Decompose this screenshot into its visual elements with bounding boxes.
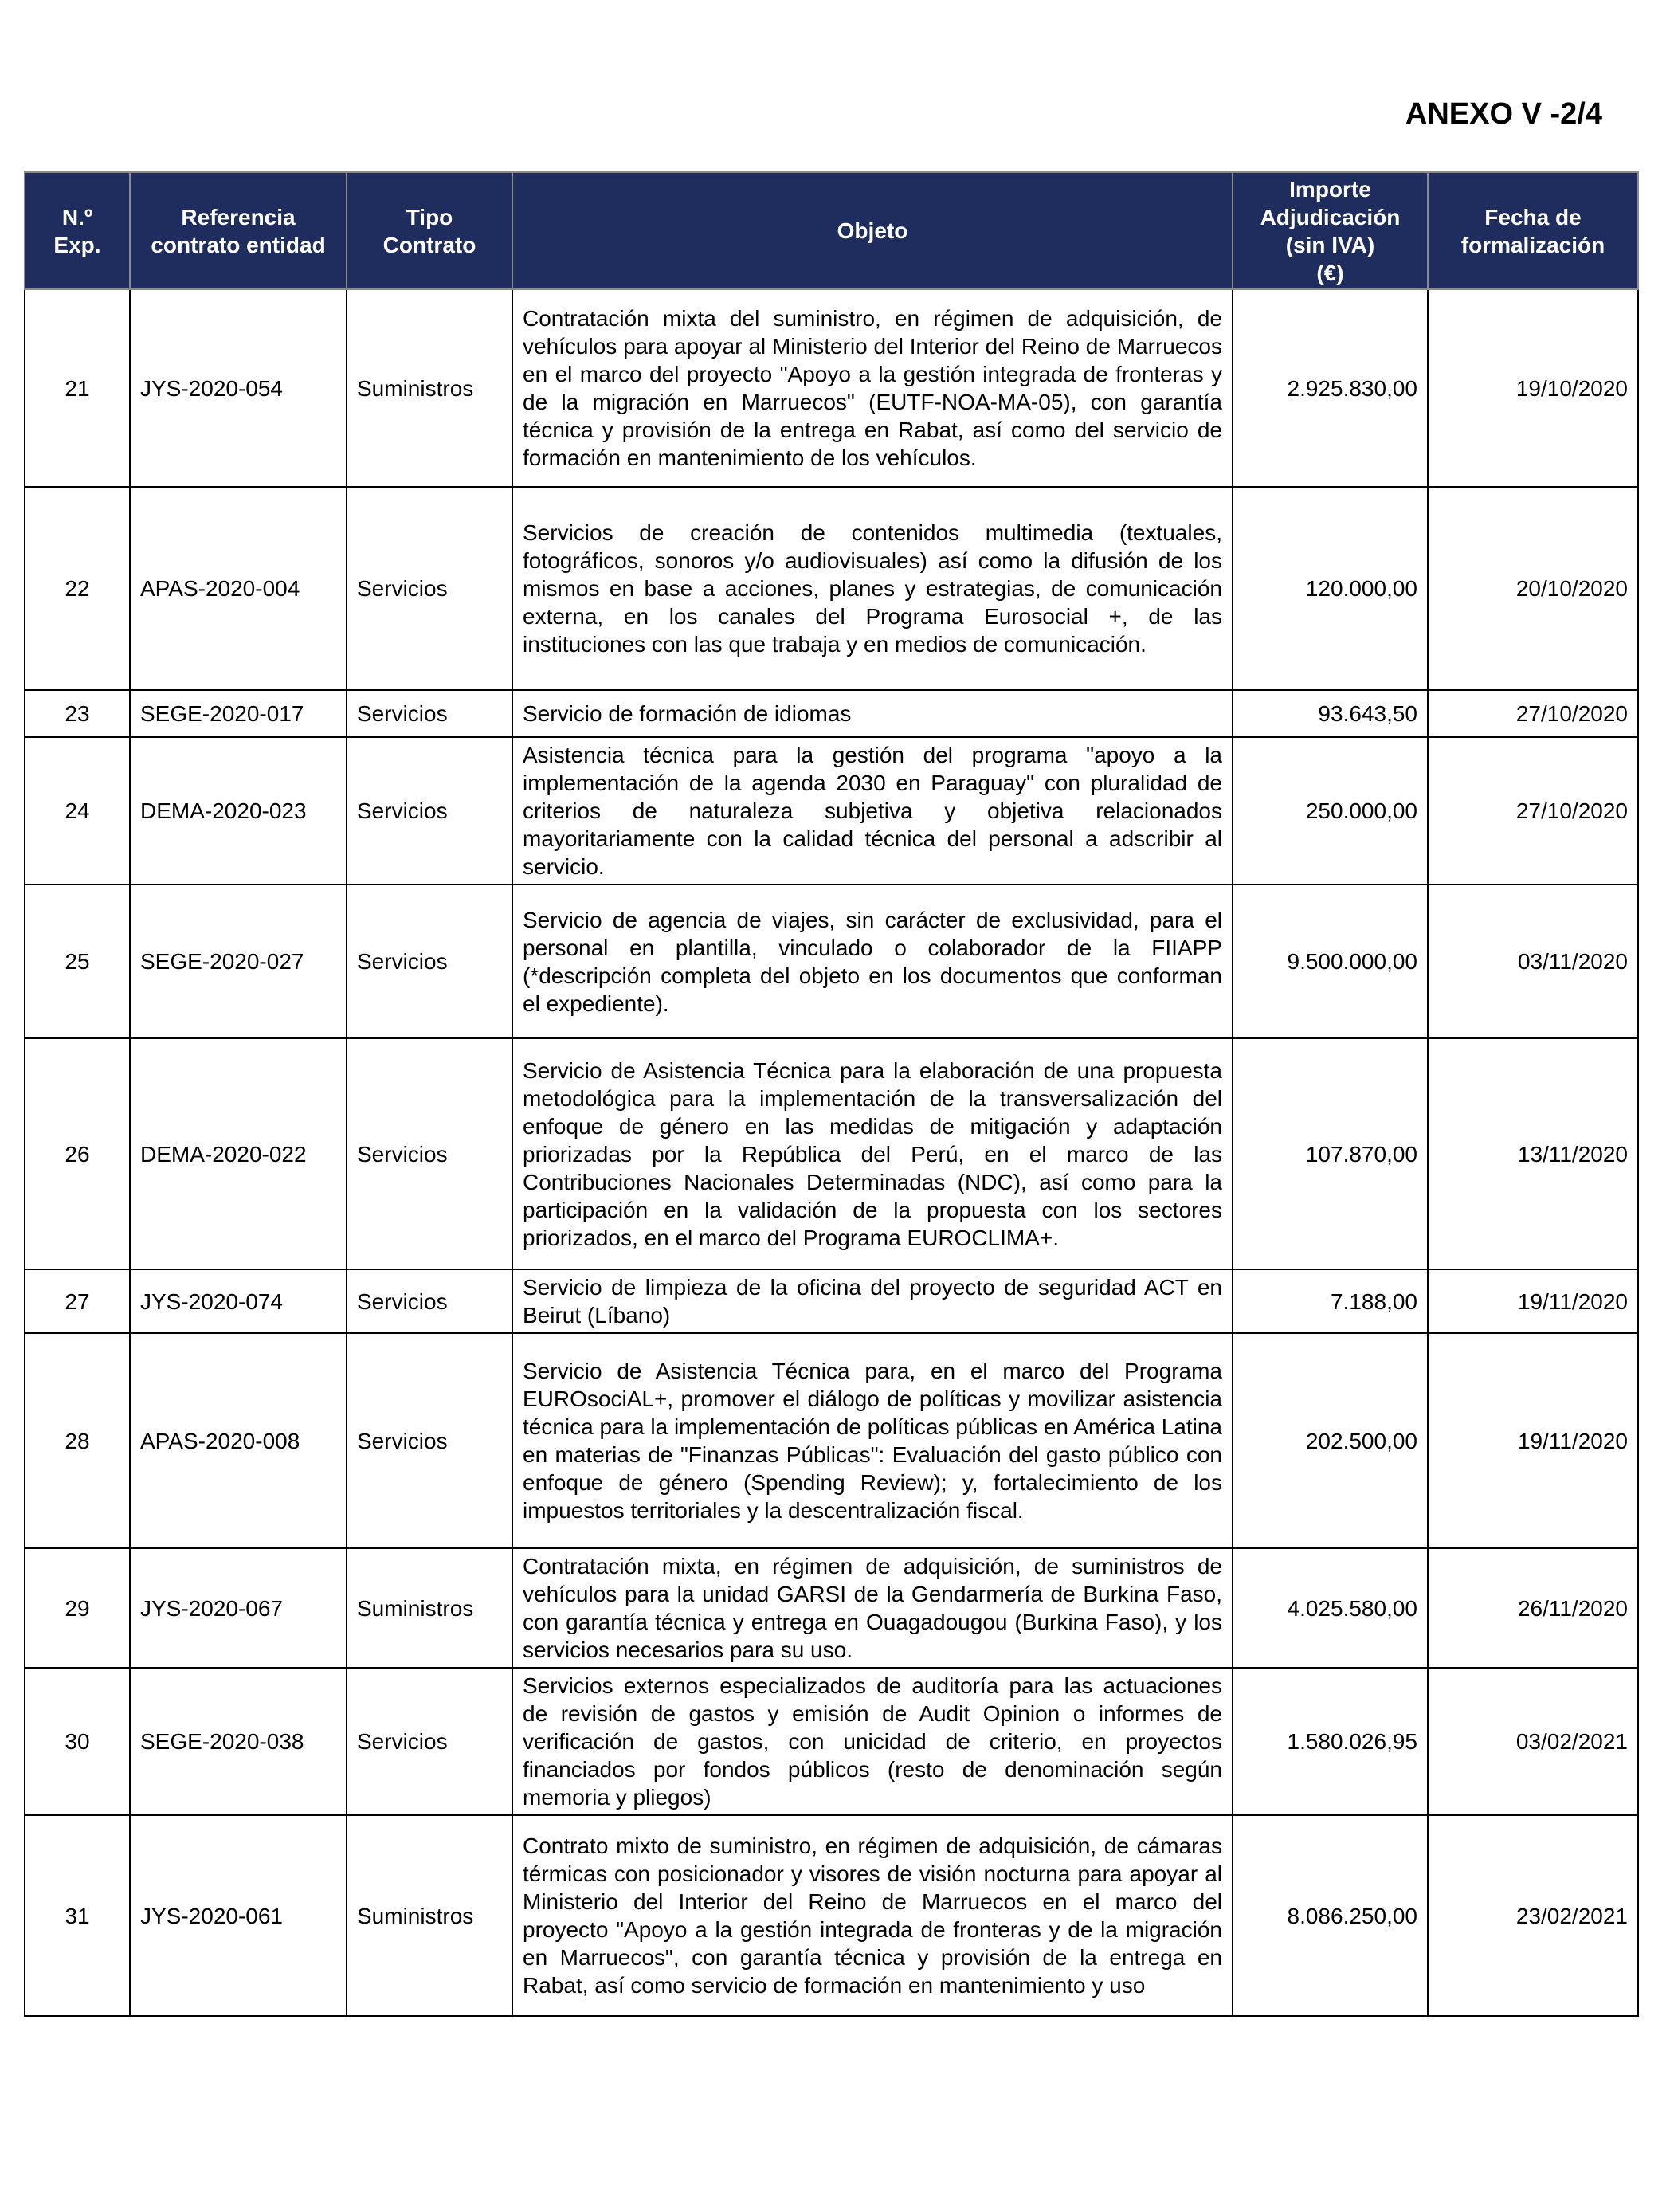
table-row [25,1269,1638,1333]
cell-importe: 8.086.250,00 [1233,1815,1428,2016]
header-tipo-line-2: Contrato [382,232,476,257]
header-fecha [1428,172,1638,289]
header-ref [130,172,347,289]
cell-ref: JYS-2020-067 [130,1548,347,1668]
table-row [25,1548,1638,1668]
cell-objeto: Servicio de agencia de viajes, sin carácter de exclusividad, para el personal en plantilla, vinculado o colaborador de la FIIAPP (*descripción completa del objeto en los documentos que conforman el expediente). [512,884,1233,1038]
cell-importe: 9.500.000,00 [1233,884,1428,1038]
table-row [25,690,1638,737]
cell-fecha: 19/11/2020 [1428,1269,1638,1333]
header-tipo [347,172,512,289]
cell-ref: DEMA-2020-023 [130,737,347,884]
cell-num: 23 [25,690,130,737]
cell-num: 27 [25,1269,130,1333]
table-body [25,289,1638,2016]
cell-importe: 250.000,00 [1233,737,1428,884]
table-row [25,737,1638,884]
cell-objeto: Contratación mixta del suministro, en régimen de adquisición, de vehículos para apoyar al Ministerio del Interior del Reino de Marruecos en el marco del proyecto "Apoyo a la gestión integrada de fronteras y de la migración en Marruecos" (EUTF-NOA-MA-05), con garantía técnica y provisión de la entrega en Rabat, así como del servicio de formación en mantenimiento de los vehículos. [512,289,1233,487]
annex-title: ANEXO V -2/4 [1405,97,1602,131]
cell-tipo: Servicios [347,1668,512,1815]
cell-objeto: Servicios de creación de contenidos multimedia (textuales, fotográficos, sonoros y/o audiovisuales) así como la difusión de los mismos en base a acciones, planes y estrategias, de comunicación externa, en los canales del Programa Eurosocial +, de las instituciones con las que trabaja y en medios de comunicación. [512,487,1233,690]
header-importe-line-1: Importe [1289,176,1371,202]
cell-ref: JYS-2020-054 [130,289,347,487]
table-row [25,1333,1638,1548]
cell-num: 26 [25,1038,130,1269]
cell-num: 25 [25,884,130,1038]
cell-fecha: 19/10/2020 [1428,289,1638,487]
cell-objeto: Contratación mixta, en régimen de adquisición, de suministros de vehículos para la unidad GARSI de la Gendarmería de Burkina Faso, con garantía técnica y entrega en Ouagadougou (Burkina Faso), y los servicios necesarios para su uso. [512,1548,1233,1668]
contracts-table [24,171,1639,2017]
cell-tipo: Suministros [347,1815,512,2016]
cell-fecha: 19/11/2020 [1428,1333,1638,1548]
header-fecha-line-1: Fecha de [1484,204,1582,229]
table-row [25,487,1638,690]
cell-importe: 4.025.580,00 [1233,1548,1428,1668]
header-ref-line-2: contrato entidad [151,232,326,257]
cell-ref: SEGE-2020-017 [130,690,347,737]
table-row [25,1815,1638,2016]
cell-num: 29 [25,1548,130,1668]
header-num-line-2: Exp. [53,232,101,257]
cell-fecha: 27/10/2020 [1428,737,1638,884]
cell-objeto: Contrato mixto de suministro, en régimen de adquisición, de cámaras térmicas con posicionador y visores de visión nocturna para apoyar al Ministerio del Interior del Reino de Marruecos en el marco del proyecto "Apoyo a la gestión integrada de fronteras y de la migración en Marruecos", con garantía técnica y provisión de la entrega en Rabat, así como servicio de formación en mantenimiento y uso [512,1815,1233,2016]
cell-tipo: Servicios [347,1269,512,1333]
cell-tipo: Servicios [347,884,512,1038]
cell-objeto: Servicio de Asistencia Técnica para, en el marco del Programa EUROsociAL+, promover el diálogo de políticas y movilizar asistencia técnica para la implementación de políticas públicas en América Latina en materias de "Finanzas Públicas": Evaluación del gasto público con enfoque de género (Spending Review); y, fortalecimiento de los impuestos territoriales y la descentralización fiscal. [512,1333,1233,1548]
header-num-line-1: N.º [61,204,93,229]
cell-objeto: Servicio de limpieza de la oficina del proyecto de seguridad ACT en Beirut (Líbano) [512,1269,1233,1333]
cell-tipo: Servicios [347,690,512,737]
cell-num: 28 [25,1333,130,1548]
cell-fecha: 20/10/2020 [1428,487,1638,690]
cell-importe: 1.580.026,95 [1233,1668,1428,1815]
cell-importe: 7.188,00 [1233,1269,1428,1333]
cell-num: 24 [25,737,130,884]
cell-objeto: Servicio de Asistencia Técnica para la elaboración de una propuesta metodológica para la implementación de la transversalización del enfoque de género en las medidas de mitigación y adaptación priorizadas por la República del Perú, en el marco de las Contribuciones Nacionales Determinadas (NDC), así como para la participación en la validación de la propuesta con los sectores priorizados, en el marco del Programa EUROCLIMA+. [512,1038,1233,1269]
header-row [25,172,1638,289]
cell-ref: SEGE-2020-027 [130,884,347,1038]
cell-fecha: 26/11/2020 [1428,1548,1638,1668]
cell-importe: 107.870,00 [1233,1038,1428,1269]
cell-ref: SEGE-2020-038 [130,1668,347,1815]
cell-fecha: 13/11/2020 [1428,1038,1638,1269]
cell-tipo: Suministros [347,1548,512,1668]
cell-ref: JYS-2020-074 [130,1269,347,1333]
cell-importe: 120.000,00 [1233,487,1428,690]
table-row [25,1038,1638,1269]
cell-objeto: Servicio de formación de idiomas [512,690,1233,737]
table-row [25,289,1638,487]
header-objeto: Objeto [512,172,1233,289]
cell-tipo: Servicios [347,1333,512,1548]
cell-ref: APAS-2020-004 [130,487,347,690]
cell-ref: APAS-2020-008 [130,1333,347,1548]
cell-objeto: Servicios externos especializados de auditoría para las actuaciones de revisión de gastos y emisión de Audit Opinion o informes de verificación de gastos, con unicidad de criterio, en proyectos financiados por fondos públicos (resto de denominación según memoria y pliegos) [512,1668,1233,1815]
cell-num: 21 [25,289,130,487]
table-header [25,172,1638,289]
cell-num: 31 [25,1815,130,2016]
cell-objeto: Asistencia técnica para la gestión del programa "apoyo a la implementación de la agenda 2030 en Paraguay" con pluralidad de criterios de naturaleza subjetiva y objetiva relacionados mayoritariamente con la calidad técnica del personal a adscribir al servicio. [512,737,1233,884]
cell-tipo: Suministros [347,289,512,487]
header-importe-line-3: (sin IVA) [1285,232,1375,257]
cell-tipo: Servicios [347,737,512,884]
cell-importe: 2.925.830,00 [1233,289,1428,487]
cell-tipo: Servicios [347,487,512,690]
header-importe [1233,172,1428,289]
header-importe-line-4: (€) [1316,260,1344,285]
cell-fecha: 03/11/2020 [1428,884,1638,1038]
header-importe-line-2: Adjudicación [1260,204,1401,229]
header-ref-line-1: Referencia [181,204,296,229]
cell-tipo: Servicios [347,1038,512,1269]
cell-ref: DEMA-2020-022 [130,1038,347,1269]
header-tipo-line-1: Tipo [406,204,453,229]
table-row [25,1668,1638,1815]
cell-num: 22 [25,487,130,690]
cell-fecha: 23/02/2021 [1428,1815,1638,2016]
cell-fecha: 27/10/2020 [1428,690,1638,737]
table-row [25,884,1638,1038]
cell-num: 30 [25,1668,130,1815]
cell-importe: 202.500,00 [1233,1333,1428,1548]
header-fecha-line-2: formalización [1460,232,1605,257]
header-num [25,172,130,289]
cell-ref: JYS-2020-061 [130,1815,347,2016]
cell-fecha: 03/02/2021 [1428,1668,1638,1815]
cell-importe: 93.643,50 [1233,690,1428,737]
